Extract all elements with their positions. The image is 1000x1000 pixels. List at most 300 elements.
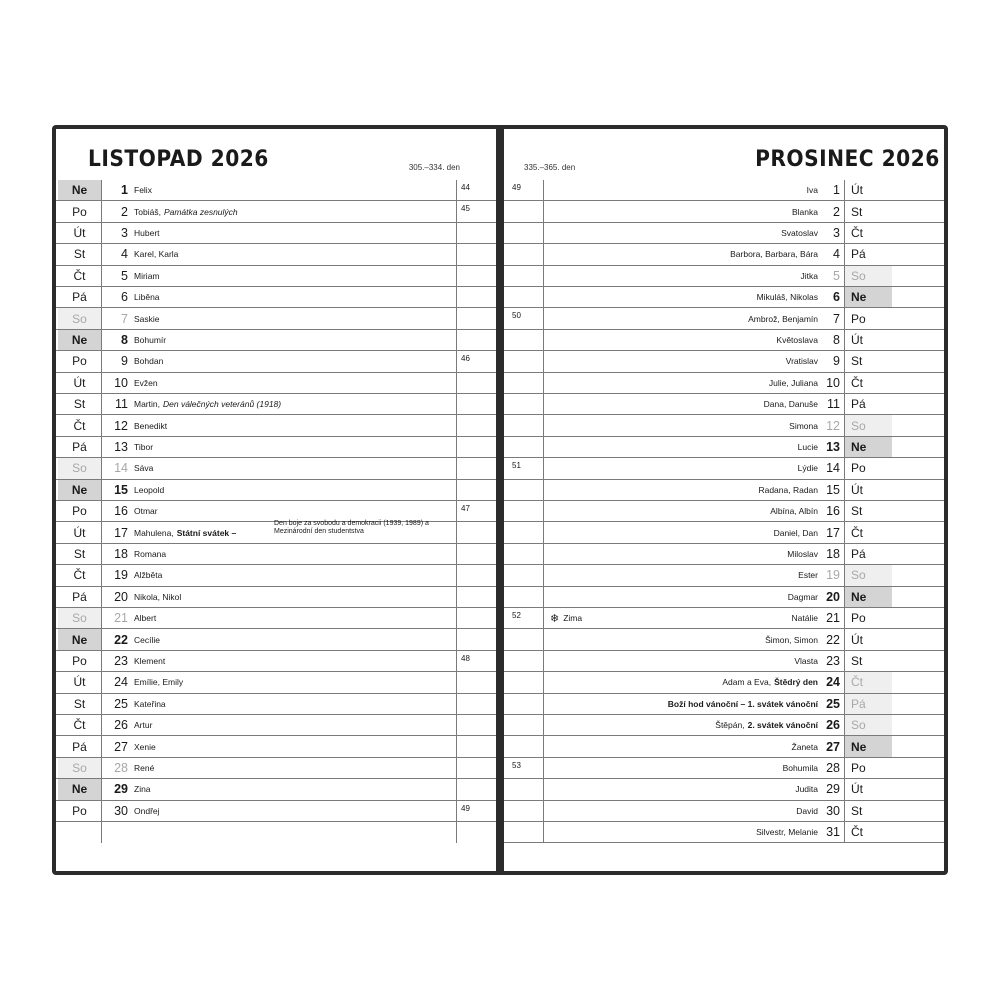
weekday: Út — [58, 522, 102, 542]
day-row[interactable] — [56, 394, 496, 415]
day-number: 9 — [833, 354, 840, 369]
weekday: Pá — [844, 394, 892, 414]
day-number: 3 — [121, 225, 128, 240]
weekday: St — [58, 244, 102, 264]
day-row[interactable] — [56, 201, 496, 222]
weekday: Po — [844, 308, 892, 328]
week-number — [456, 330, 496, 350]
week-number — [456, 629, 496, 649]
name-day — [134, 672, 464, 692]
name-text: Žaneta — [791, 741, 818, 752]
name-text: Miriam — [134, 270, 160, 281]
day-number: 23 — [114, 653, 128, 668]
weekday: Po — [844, 458, 892, 478]
day-number: 20 — [826, 589, 840, 604]
day-row[interactable] — [56, 437, 496, 458]
day-number: 27 — [114, 739, 128, 754]
week-number — [504, 287, 544, 307]
name-day — [550, 565, 818, 585]
week-number: 47 — [456, 501, 496, 521]
day-number: 5 — [121, 268, 128, 283]
weekday: St — [844, 501, 892, 521]
week-number — [456, 694, 496, 714]
name-day — [134, 736, 464, 756]
day-number: 12 — [826, 418, 840, 433]
day-row[interactable] — [504, 501, 944, 522]
day-row[interactable] — [56, 801, 496, 822]
name-day — [134, 415, 464, 435]
weekday: St — [58, 394, 102, 414]
week-number — [456, 308, 496, 328]
day-number: 14 — [826, 461, 840, 476]
state-holiday: Boží hod vánoční – 1. svátek vánoční — [667, 698, 818, 709]
name-day — [550, 801, 818, 821]
name-day — [550, 522, 818, 542]
day-number: 28 — [114, 760, 128, 775]
day-number: 11 — [827, 397, 840, 412]
day-row[interactable] — [504, 779, 944, 800]
name-day — [134, 223, 464, 243]
name-day — [134, 373, 464, 393]
week-number — [504, 266, 544, 286]
day-number: 7 — [833, 311, 840, 326]
name-text: Blanka — [792, 206, 818, 217]
weekday: Út — [58, 373, 102, 393]
day-row[interactable] — [504, 758, 944, 779]
weekday: Ne — [844, 287, 892, 307]
week-number — [504, 544, 544, 564]
name-day — [550, 287, 818, 307]
name-text: Hubert — [134, 227, 160, 238]
week-number: 53 — [504, 758, 544, 778]
name-text: Svatoslav — [781, 227, 818, 238]
day-row[interactable] — [56, 587, 496, 608]
week-number — [456, 394, 496, 414]
day-row[interactable] — [504, 801, 944, 822]
name-text: Otmar — [134, 506, 158, 517]
day-row[interactable] — [56, 629, 496, 650]
weekday: Čt — [844, 822, 892, 842]
weekday: Čt — [844, 522, 892, 542]
name-day — [550, 694, 818, 714]
name-day — [550, 223, 818, 243]
week-number — [504, 394, 544, 414]
holiday-note: Den boje za svobodu a demokracii (1939, 1989) a Mezinárodní den studentstva — [274, 520, 429, 536]
weekday: Čt — [58, 565, 102, 585]
day-row[interactable] — [56, 458, 496, 479]
day-number: 26 — [826, 718, 840, 733]
day-row[interactable] — [56, 736, 496, 757]
weekday: Pá — [58, 437, 102, 457]
name-day — [134, 287, 464, 307]
day-row[interactable] — [504, 266, 944, 287]
name-day — [550, 544, 818, 564]
day-number: 5 — [833, 268, 840, 283]
day-number: 19 — [114, 568, 128, 583]
week-number: 52 — [504, 608, 544, 628]
name-day — [550, 308, 818, 328]
weekday: Ne — [58, 629, 102, 649]
day-row[interactable] — [504, 351, 944, 372]
week-number — [456, 608, 496, 628]
day-number: 17 — [114, 525, 128, 540]
day-number: 28 — [826, 760, 840, 775]
name-text: Daniel, Dan — [773, 527, 818, 538]
week-number: 49 — [456, 801, 496, 821]
name-day — [134, 779, 464, 799]
month-title: LISTOPAD 2026 — [88, 147, 269, 172]
week-number — [504, 522, 544, 542]
snowflake-icon: ❄ — [550, 612, 560, 625]
week-number — [456, 287, 496, 307]
name-text: Dana, Danuše — [763, 399, 818, 410]
name-text: Klement — [134, 655, 166, 666]
name-day — [134, 480, 464, 500]
day-number: 6 — [833, 290, 840, 305]
day-row[interactable] — [56, 715, 496, 736]
name-day — [550, 330, 818, 350]
name-text: Iva — [806, 185, 818, 196]
day-row[interactable] — [504, 330, 944, 351]
name-text: Karel, Karla — [134, 249, 179, 260]
day-row[interactable] — [56, 651, 496, 672]
day-row[interactable] — [56, 351, 496, 372]
day-number: 18 — [826, 546, 840, 561]
name-day — [134, 330, 464, 350]
name-text: Štěpán, — [715, 720, 745, 731]
week-number — [504, 201, 544, 221]
name-day — [550, 458, 818, 478]
day-row[interactable] — [504, 587, 944, 608]
day-number: 29 — [114, 782, 128, 797]
week-number — [456, 565, 496, 585]
day-number: 15 — [826, 482, 840, 497]
name-text: Lýdie — [797, 463, 818, 474]
week-number: 45 — [456, 201, 496, 221]
day-number: 30 — [826, 803, 840, 818]
name-day — [134, 629, 464, 649]
day-number: 1 — [121, 183, 128, 198]
week-number — [504, 822, 544, 842]
day-row[interactable] — [56, 694, 496, 715]
name-day — [134, 501, 464, 521]
day-row[interactable] — [504, 822, 944, 843]
day-row[interactable] — [56, 223, 496, 244]
day-row[interactable] — [504, 672, 944, 693]
day-number: 16 — [826, 504, 840, 519]
day-number: 9 — [121, 354, 128, 369]
week-number — [456, 715, 496, 735]
name-day — [134, 587, 464, 607]
day-number: 13 — [114, 439, 128, 454]
day-number: 27 — [826, 739, 840, 754]
weekday: Čt — [58, 266, 102, 286]
weekday: Ne — [58, 180, 102, 200]
day-row[interactable] — [504, 522, 944, 543]
weekday: St — [58, 544, 102, 564]
weekday: Po — [58, 501, 102, 521]
weekday: St — [844, 201, 892, 221]
name-day — [550, 415, 818, 435]
state-holiday: Státní svátek – — [176, 527, 237, 538]
state-holiday: Štědrý den — [774, 677, 818, 688]
name-text: Vratislav — [785, 356, 818, 367]
name-day — [550, 480, 818, 500]
day-row[interactable] — [56, 373, 496, 394]
day-row[interactable] — [504, 458, 944, 479]
week-number: 46 — [456, 351, 496, 371]
name-day — [134, 822, 464, 843]
weekday: Ne — [58, 779, 102, 799]
name-text: Albert — [134, 613, 157, 624]
day-row[interactable] — [56, 480, 496, 501]
day-row[interactable] — [504, 694, 944, 715]
day-number: 31 — [826, 825, 840, 840]
weekday: Čt — [844, 373, 892, 393]
weekday: So — [58, 308, 102, 328]
season-label: Zima — [563, 613, 583, 624]
name-text: Ambrož, Benjamín — [748, 313, 818, 324]
day-row[interactable] — [504, 651, 944, 672]
day-number: 10 — [114, 375, 128, 390]
week-number — [456, 736, 496, 756]
name-text: Artur — [134, 720, 153, 731]
weekday: Út — [844, 480, 892, 500]
day-number: 17 — [826, 525, 840, 540]
name-text: Květoslava — [776, 334, 818, 345]
name-day — [134, 437, 464, 457]
name-day — [134, 651, 464, 671]
day-row[interactable] — [504, 308, 944, 329]
name-day — [550, 266, 818, 286]
diary-spread — [52, 125, 948, 875]
day-row[interactable] — [504, 373, 944, 394]
name-text: Tobiáš, — [134, 206, 161, 217]
day-row[interactable] — [504, 608, 944, 629]
name-text: Ester — [798, 570, 818, 581]
week-number — [504, 715, 544, 735]
weekday — [58, 822, 102, 843]
day-row[interactable] — [56, 266, 496, 287]
week-number: 51 — [504, 458, 544, 478]
name-day — [550, 437, 818, 457]
weekday: St — [844, 801, 892, 821]
day-row[interactable] — [504, 544, 944, 565]
page-december — [504, 129, 944, 871]
weekday: Pá — [58, 287, 102, 307]
name-day — [550, 651, 818, 671]
name-text: Benedikt — [134, 420, 168, 431]
day-row[interactable] — [504, 244, 944, 265]
name-text: Adam a Eva, — [722, 677, 772, 688]
weekday: Po — [58, 801, 102, 821]
day-row[interactable] — [56, 330, 496, 351]
week-number — [504, 415, 544, 435]
week-number — [504, 651, 544, 671]
week-number — [456, 373, 496, 393]
day-row[interactable] — [504, 394, 944, 415]
week-number — [456, 437, 496, 457]
day-row[interactable] — [504, 223, 944, 244]
weekday: St — [844, 651, 892, 671]
day-number: 22 — [826, 632, 840, 647]
day-number: 26 — [114, 718, 128, 733]
day-number: 3 — [833, 225, 840, 240]
week-number — [456, 266, 496, 286]
day-number: 24 — [826, 675, 840, 690]
day-number: 25 — [826, 696, 840, 711]
day-number: 1 — [833, 183, 840, 198]
name-text: Šimon, Simon — [765, 634, 818, 645]
spine — [496, 125, 504, 875]
weekday: St — [58, 694, 102, 714]
weekday: Pá — [844, 544, 892, 564]
name-text: Emílie, Emily — [134, 677, 184, 688]
weekday: So — [58, 758, 102, 778]
day-row[interactable] — [56, 672, 496, 693]
day-number: 8 — [121, 332, 128, 347]
weekday: Čt — [844, 223, 892, 243]
name-day — [550, 244, 818, 264]
week-number — [504, 244, 544, 264]
day-row[interactable] — [56, 758, 496, 779]
weekday: So — [58, 608, 102, 628]
name-text: Lucie — [797, 441, 818, 452]
day-row[interactable] — [504, 736, 944, 757]
name-text: Martin, — [134, 399, 160, 410]
day-row[interactable] — [56, 779, 496, 800]
week-number — [504, 330, 544, 350]
weekday: Čt — [58, 415, 102, 435]
day-number: 18 — [114, 546, 128, 561]
name-text: Ondřej — [134, 805, 160, 816]
week-number — [504, 694, 544, 714]
name-text: Mikuláš, Nikolas — [756, 292, 818, 303]
name-text: Saskie — [134, 313, 160, 324]
weekday: So — [844, 715, 892, 735]
name-day — [134, 266, 464, 286]
state-holiday: 2. svátek vánoční — [747, 720, 818, 731]
day-row[interactable] — [56, 244, 496, 265]
day-row[interactable] — [504, 437, 944, 458]
name-text: Tibor — [134, 441, 154, 452]
day-number: 10 — [826, 375, 840, 390]
day-row[interactable] — [56, 287, 496, 308]
week-number: 44 — [456, 180, 496, 200]
weekday: Po — [844, 608, 892, 628]
name-day — [134, 351, 464, 371]
day-row[interactable] — [504, 415, 944, 436]
day-number: 22 — [114, 632, 128, 647]
day-number: 2 — [121, 204, 128, 219]
name-day — [134, 180, 464, 200]
day-row[interactable] — [504, 480, 944, 501]
week-number — [456, 587, 496, 607]
name-text: Alžběta — [134, 570, 163, 581]
name-text: David — [796, 805, 818, 816]
month-title: PROSINEC 2026 — [755, 147, 940, 172]
weekday: Po — [844, 758, 892, 778]
day-row[interactable] — [504, 180, 944, 201]
name-text: Simona — [789, 420, 818, 431]
name-day — [134, 201, 464, 221]
day-number: 21 — [114, 611, 128, 626]
day-row[interactable] — [56, 415, 496, 436]
day-row[interactable] — [56, 180, 496, 201]
week-number — [456, 458, 496, 478]
weekday: So — [844, 415, 892, 435]
day-row[interactable] — [56, 565, 496, 586]
day-number: 4 — [121, 247, 128, 262]
name-text: Miloslav — [787, 548, 818, 559]
weekday: Út — [58, 672, 102, 692]
day-row[interactable] — [56, 544, 496, 565]
day-row[interactable] — [56, 308, 496, 329]
day-row[interactable] — [56, 608, 496, 629]
name-day — [550, 501, 818, 521]
name-day — [134, 715, 464, 735]
day-row[interactable] — [504, 201, 944, 222]
day-row[interactable] — [504, 565, 944, 586]
name-text: Judita — [795, 784, 818, 795]
week-number — [504, 801, 544, 821]
name-text: Sáva — [134, 463, 154, 474]
week-number — [504, 351, 544, 371]
week-number: 50 — [504, 308, 544, 328]
name-day — [134, 394, 464, 414]
name-text: Leopold — [134, 484, 165, 495]
weekday: Po — [58, 651, 102, 671]
week-number — [456, 244, 496, 264]
page-november — [56, 129, 496, 871]
day-number: 7 — [121, 311, 128, 326]
name-text: René — [134, 762, 155, 773]
name-text: Liběna — [134, 292, 160, 303]
day-number: 2 — [833, 204, 840, 219]
weekday: Út — [844, 779, 892, 799]
day-row[interactable] — [504, 715, 944, 736]
week-number — [456, 544, 496, 564]
day-row[interactable] — [56, 501, 496, 522]
week-number — [504, 587, 544, 607]
week-number — [504, 373, 544, 393]
name-text: Bohdan — [134, 356, 164, 367]
day-row[interactable] — [504, 629, 944, 650]
name-day — [550, 373, 818, 393]
name-day — [134, 565, 464, 585]
name-day — [134, 608, 464, 628]
day-number: 15 — [114, 482, 128, 497]
name-text: Dagmar — [787, 591, 818, 602]
name-text: Jitka — [800, 270, 818, 281]
day-row[interactable] — [56, 522, 496, 543]
name-text: Felix — [134, 185, 152, 196]
week-number — [456, 758, 496, 778]
weekday: Čt — [844, 672, 892, 692]
day-row[interactable] — [504, 287, 944, 308]
week-number — [504, 672, 544, 692]
day-number: 24 — [114, 675, 128, 690]
weekday: Po — [58, 351, 102, 371]
holiday-text: Den válečných veteránů (1918) — [162, 399, 282, 410]
weekday: So — [844, 565, 892, 585]
weekday: St — [844, 351, 892, 371]
weekday: Ne — [844, 736, 892, 756]
day-number: 13 — [826, 439, 840, 454]
name-day — [550, 629, 818, 649]
day-row[interactable] — [56, 822, 496, 843]
name-day — [134, 308, 464, 328]
